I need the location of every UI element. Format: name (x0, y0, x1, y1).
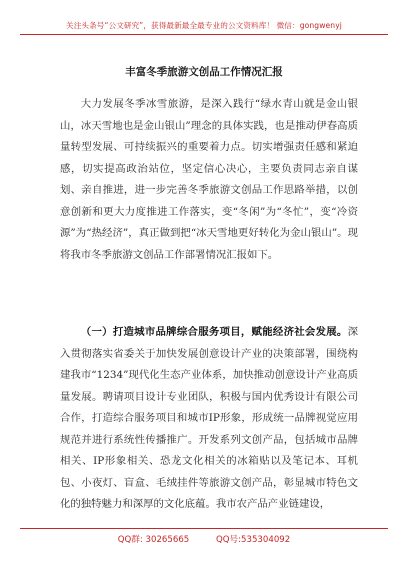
body-paragraph-section-1 (60, 322, 358, 516)
body-paragraph: 大力发展冬季冰雪旅游，是深入践行“绿水青山就是金山银山，冰天雪地也是金山银山”理念的具体实践，也是推动伊春高质量转型发展、可持续振兴的重要着力点。切实增强责任感和紧迫感，切实提高政治站位，坚定信心决心，主要负责同志亲自谋划、亲自推进，进一步完善冬季旅游文创品工作思路举措，以创意创新和更大力度推进工作落实，变“冬闲”为“冬忙”，变“冷资源”为“热经济”，真正做到把“冰天雪地更好转化为金山银山”。现将我市冬季旅游文创品工作部署情况汇报如下。 (60, 98, 358, 261)
header-banner: 关注头条号“公文研究”，获得最新最全最专业的公文资料库！ 微信：gongwenyj (66, 21, 342, 30)
section-body: 深入贯彻落实省委关于加快发展创意设计产业的决策部署，围绕构建我市“1234”现代化生态产业体系，加快推动创意设计产业高质量发展。聘请项目设计专业团队，积极与国内优秀设计有限公司合作，打造综合服务项目和城市IP形象，形成统一品牌视觉应用规范并进行系统性传播推广。开发系列文创产品，包括城市品牌相关、IP形象相关、恐龙文化相关的冰箱贴以及笔记本、耳机包、小夜灯、盲盒、毛绒挂件等旅游文创产品，彰显城市特色文化的独特魅力和深厚的文化底蕴。我市农产品产业链建设， (60, 326, 358, 510)
header-divider (20, 34, 388, 35)
footer-divider (20, 528, 388, 529)
qq-number-label: QQ号:535304092 (216, 535, 291, 545)
document-title: 丰富冬季旅游文创品工作情况汇报 (125, 66, 283, 78)
footer (0, 533, 408, 545)
qq-group-label: QQ群: 30265665 (117, 535, 190, 545)
section-heading: （一）打造城市品牌综合服务项目，赋能经济社会发展。 (80, 326, 348, 338)
